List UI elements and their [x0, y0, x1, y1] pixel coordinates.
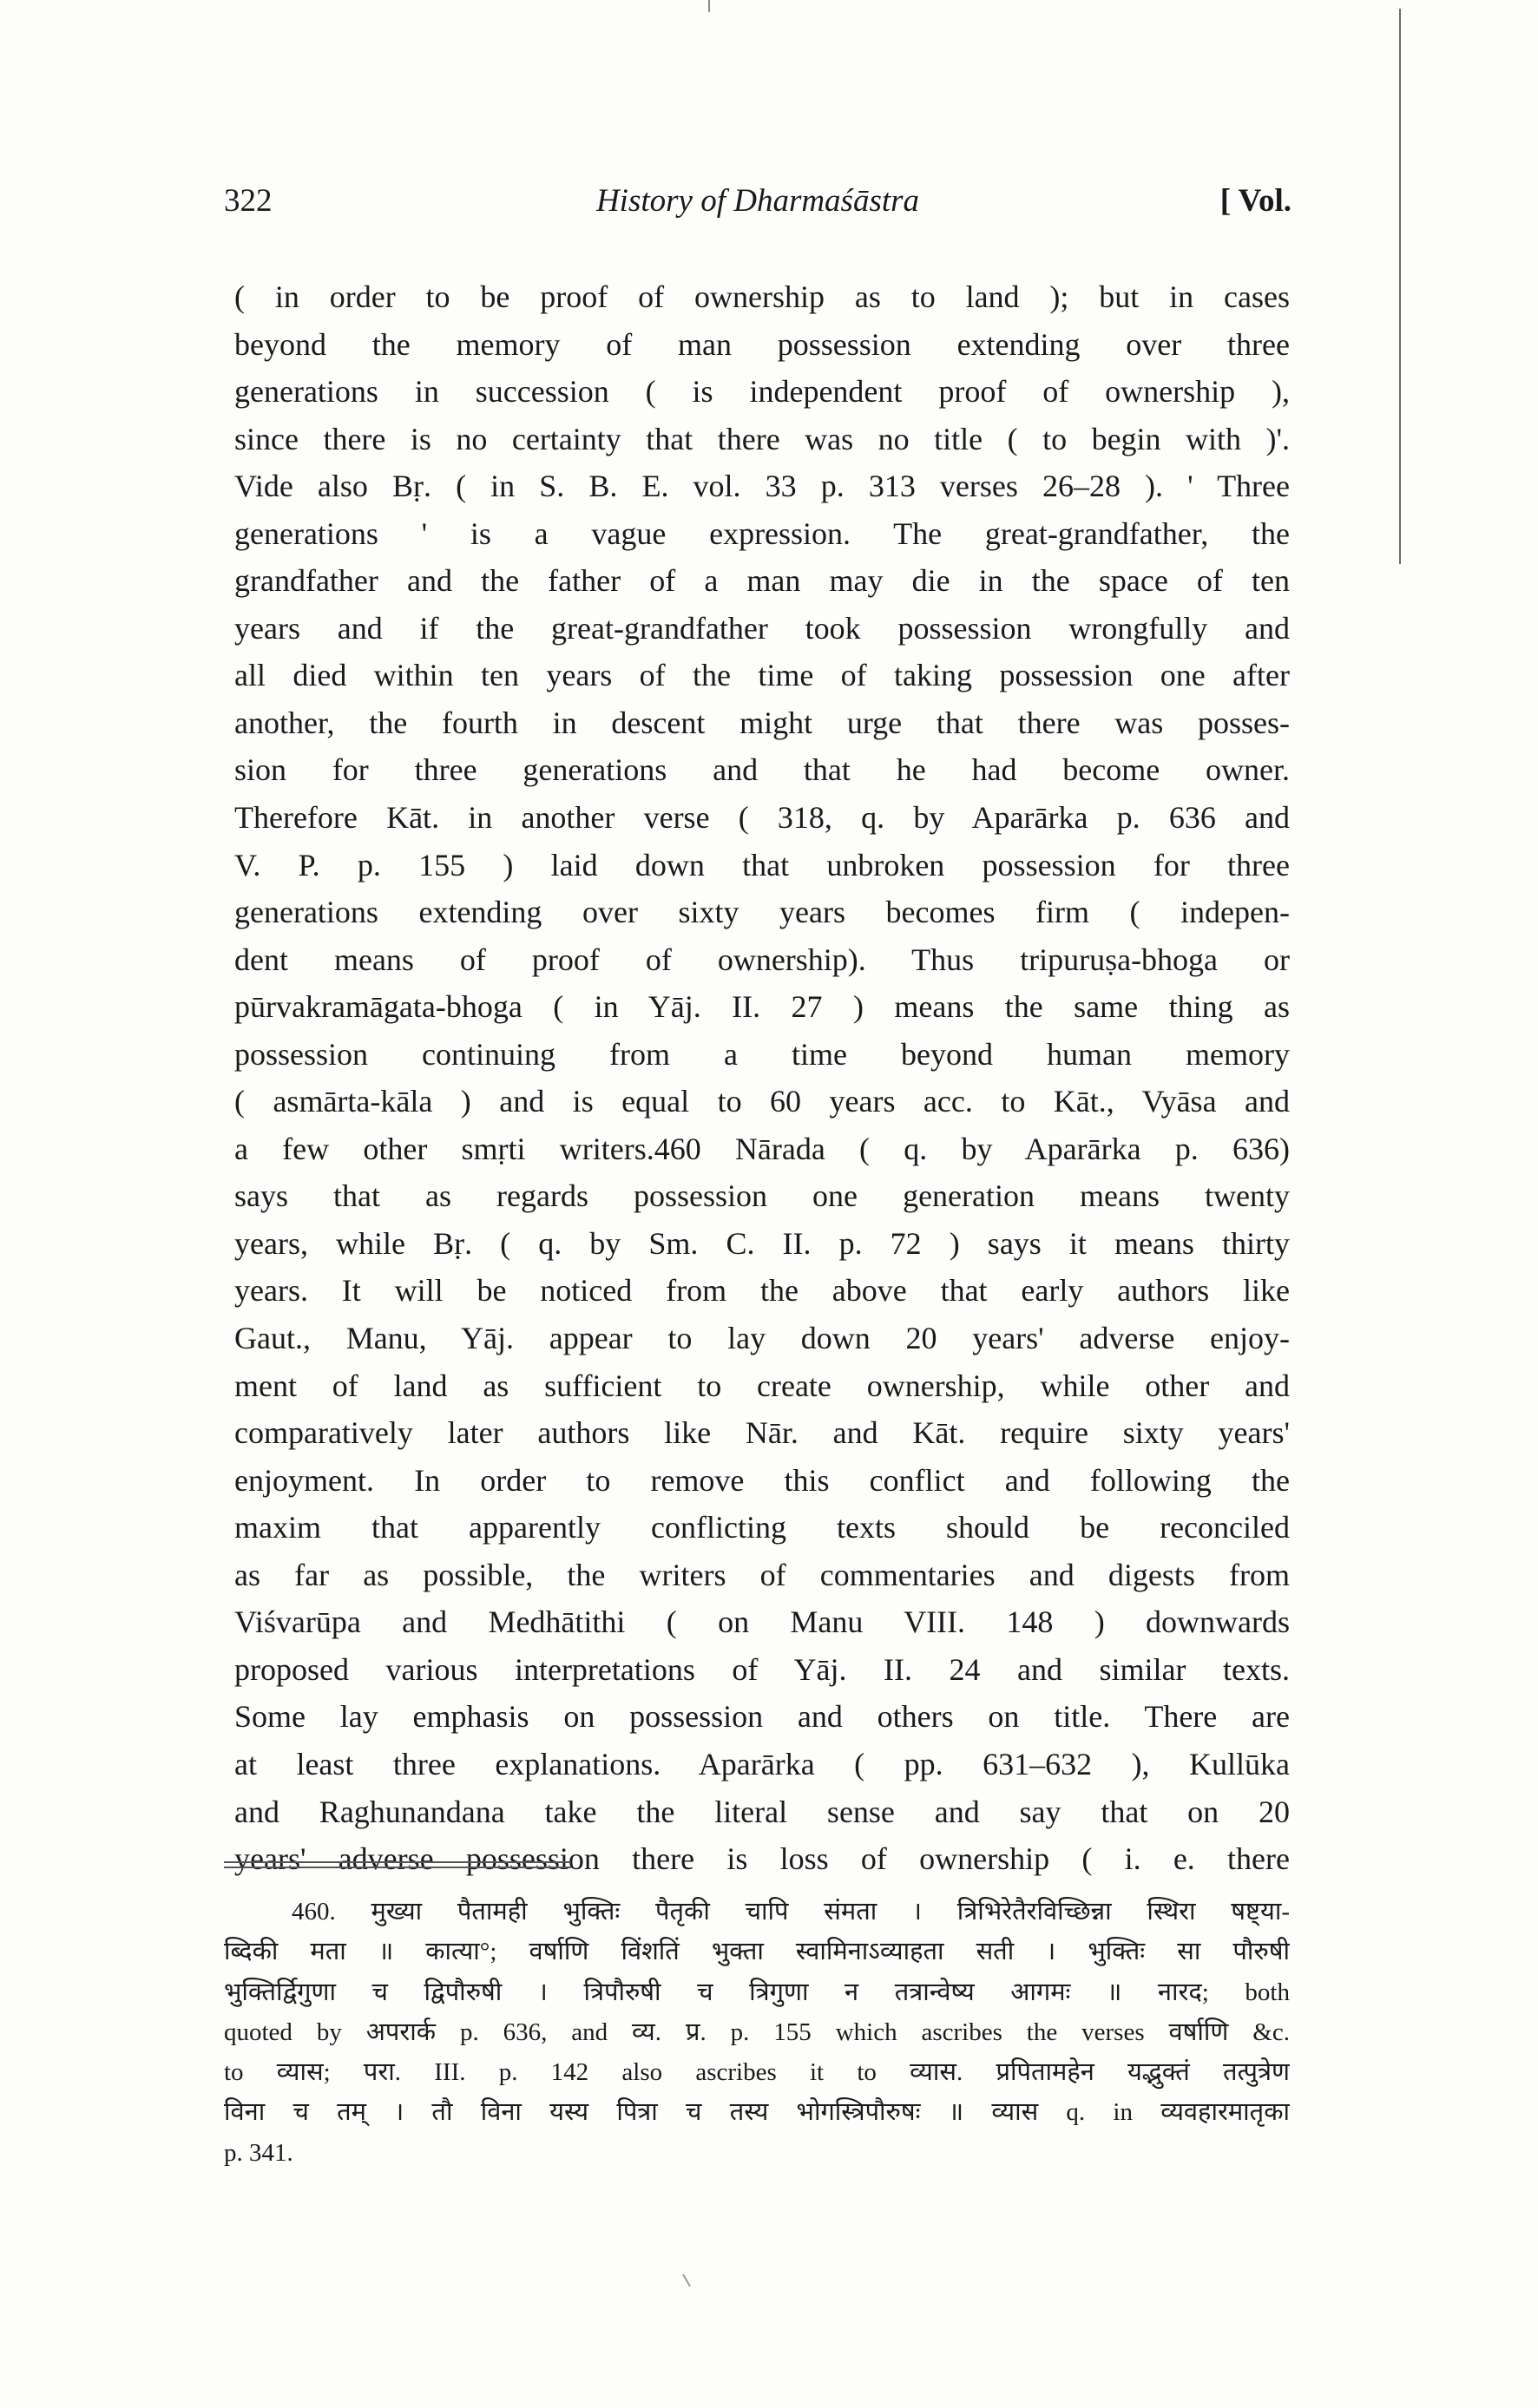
- footnote-line: to व्यास; परा. III. p. 142 also ascribes it to व्यास. प्रपितामहेन यद्भुक्तं तत्पुत्रेण: [224, 2058, 1290, 2087]
- text-line: since there is no certainty that there was no title ( to begin with )'.: [234, 421, 1290, 456]
- text-line: enjoyment. In order to remove this conflict and following the: [234, 1462, 1290, 1498]
- text-line: says that as regards possession one generation means twenty: [234, 1178, 1290, 1214]
- text-line: Therefore Kāt. in another verse ( 318, q. by Aparārka p. 636 and: [234, 800, 1290, 836]
- text-line: generations extending over sixty years becomes firm ( indepen-: [234, 895, 1290, 930]
- scan-mark: [682, 2274, 691, 2287]
- text-line: V. P. p. 155 ) laid down that unbroken possession for three: [234, 847, 1290, 882]
- footnote-line: ब्दिकी मता ॥ कात्या°; वर्षाणि विंशतिं भुक्ता स्वामिनाऽव्याहता सती । भुक्तिः सा पौरुषी: [224, 1938, 1290, 1966]
- text-line: pūrvakramāgata-bhoga ( in Yāj. II. 27 ) means the same thing as: [234, 989, 1290, 1025]
- text-line: years and if the great-grandfather took possession wrongfully and: [234, 610, 1290, 646]
- text-line: a few other smṛti writers.460 Nārada ( q. by Aparārka p. 636): [234, 1131, 1290, 1166]
- running-title: History of Dharmaśāstra: [595, 183, 920, 219]
- text-line: grandfather and the father of a man may die in the space of ten: [234, 563, 1290, 599]
- main-text: [234, 273, 1290, 1883]
- text-line: years, while Bṛ. ( q. by Sm. C. II. p. 72 ) says it means thirty: [234, 1225, 1290, 1261]
- text-line: and Raghunandana take the literal sense and say that on 20: [234, 1794, 1290, 1829]
- text-line: Viśvarūpa and Medhātithi ( on Manu VIII. 148 ) downwards: [234, 1604, 1290, 1640]
- text-line: beyond the memory of man possession extending over three: [234, 326, 1290, 362]
- text-line: Some lay emphasis on possession and others on title. There are: [234, 1699, 1290, 1735]
- text-line: ( asmārta-kāla ) and is equal to 60 years acc. to Kāt., Vyāsa and: [234, 1084, 1290, 1119]
- text-line: possession continuing from a time beyond human memory: [234, 1036, 1290, 1072]
- running-header: [224, 182, 1292, 234]
- text-line: sion for three generations and that he had become owner.: [234, 752, 1290, 788]
- page-edge-rule: [1399, 9, 1401, 564]
- footnote-line: 460. मुख्या पैतामही भुक्तिः पैतृकी चापि संमता । त्रिभिरेतैरविच्छिन्ना स्थिरा षष्ट्या-: [292, 1898, 1290, 1926]
- footnote-line: भुक्तिर्द्विगुणा च द्विपौरुषी । त्रिपौरुषी च त्रिगुणा न तत्रान्वेष्य आगमः ॥ नारद; both: [224, 1978, 1290, 2006]
- text-line: another, the fourth in descent might urge that there was posses-: [234, 705, 1290, 740]
- text-line: proposed various interpretations of Yāj. II. 24 and similar texts.: [234, 1651, 1290, 1687]
- text-line: Gaut., Manu, Yāj. appear to lay down 20 years' adverse enjoy-: [234, 1321, 1290, 1356]
- footnote-line: विना च तम् । तौ विना यस्य पित्रा च तस्य भोगस्त्रिपौरुषः ॥ व्यास q. in व्यवहारमातृका: [224, 2098, 1290, 2127]
- scan-mark: [708, 0, 710, 12]
- footnote-line: p. 341.: [224, 2138, 293, 2167]
- text-line: generations in succession ( is independent proof of ownership ),: [234, 374, 1290, 410]
- text-line: years' adverse possession there is loss of ownership ( i. e. there: [234, 1841, 1290, 1877]
- text-line: as far as possible, the writers of commentaries and digests from: [234, 1557, 1290, 1592]
- text-line: comparatively later authors like Nār. and Kāt. require sixty years': [234, 1415, 1290, 1451]
- text-line: maxim that apparently conflicting texts should be reconciled: [234, 1510, 1290, 1545]
- footnote-line: quoted by अपरार्क p. 636, and व्य. प्र. p. 155 which ascribes the verses वर्षाणि &c.: [224, 2018, 1290, 2046]
- text-line: Vide also Bṛ. ( in S. B. E. vol. 33 p. 313 verses 26–28 ). ' Three: [234, 469, 1290, 504]
- text-line: ment of land as sufficient to create ownership, while other and: [234, 1368, 1290, 1403]
- text-line: dent means of proof of ownership). Thus tripuruṣa-bhoga or: [234, 942, 1290, 977]
- footnotes: [224, 1892, 1290, 2173]
- footnote-separator: [224, 1861, 571, 1868]
- text-line: generations ' is a vague expression. The great-grandfather, the: [234, 515, 1290, 551]
- volume-mark: [ Vol.: [1219, 183, 1292, 219]
- text-line: years. It will be noticed from the above that early authors like: [234, 1273, 1290, 1309]
- page-number: 322: [224, 183, 273, 219]
- text-line: at least three explanations. Aparārka ( pp. 631–632 ), Kullūka: [234, 1746, 1290, 1781]
- text-line: all died within ten years of the time of taking possession one after: [234, 658, 1290, 693]
- text-line: ( in order to be proof of ownership as to land ); but in cases: [234, 279, 1290, 314]
